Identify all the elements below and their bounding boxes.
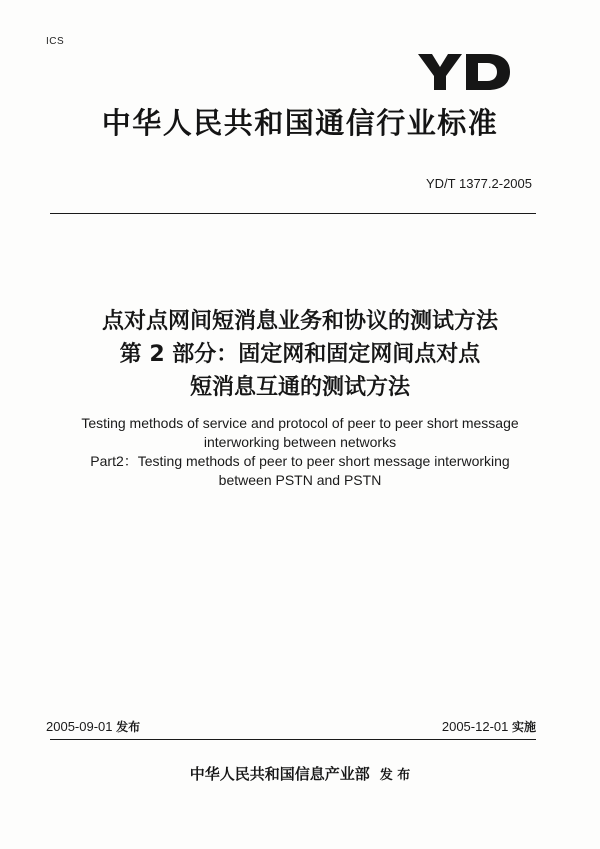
publisher-suffix: 发 布 [379, 768, 411, 783]
issue-date-value: 2005-09-01 [46, 719, 113, 734]
implementation-date-value: 2005-12-01 [441, 719, 509, 734]
issue-date [46, 718, 140, 735]
chinese-title-line: 第 2 部分：固定网和固定网间点对点 [119, 342, 481, 367]
standard-category-title: 中华人民共和国通信行业标准 [101, 106, 499, 140]
implementation-date [442, 718, 536, 735]
chinese-title-line: 短消息互通的测试方法 [189, 375, 410, 400]
bottom-divider [50, 739, 536, 740]
english-title-line: Testing methods of service and protocol of peer to peer short message [81, 415, 519, 431]
chinese-title [0, 305, 600, 404]
english-title-line: between PSTN and PSTN [218, 472, 382, 488]
english-title-line: Part2：Testing methods of peer to peer short message interworking [90, 453, 510, 469]
issue-date-label: 发布 [116, 720, 141, 734]
publisher [0, 763, 600, 784]
publisher-name: 中华人民共和国信息产业部 [189, 765, 370, 783]
implementation-date-label: 实施 [511, 720, 536, 734]
yd-logo [416, 52, 512, 92]
english-title-line: interworking between networks [203, 434, 397, 450]
chinese-title-line: 点对点网间短消息业务和协议的测试方法 [101, 309, 498, 334]
top-divider [50, 213, 536, 214]
ics-label: ICS [46, 36, 65, 47]
standard-number: YD/T 1377.2-2005 [426, 176, 532, 191]
english-title [0, 414, 600, 490]
